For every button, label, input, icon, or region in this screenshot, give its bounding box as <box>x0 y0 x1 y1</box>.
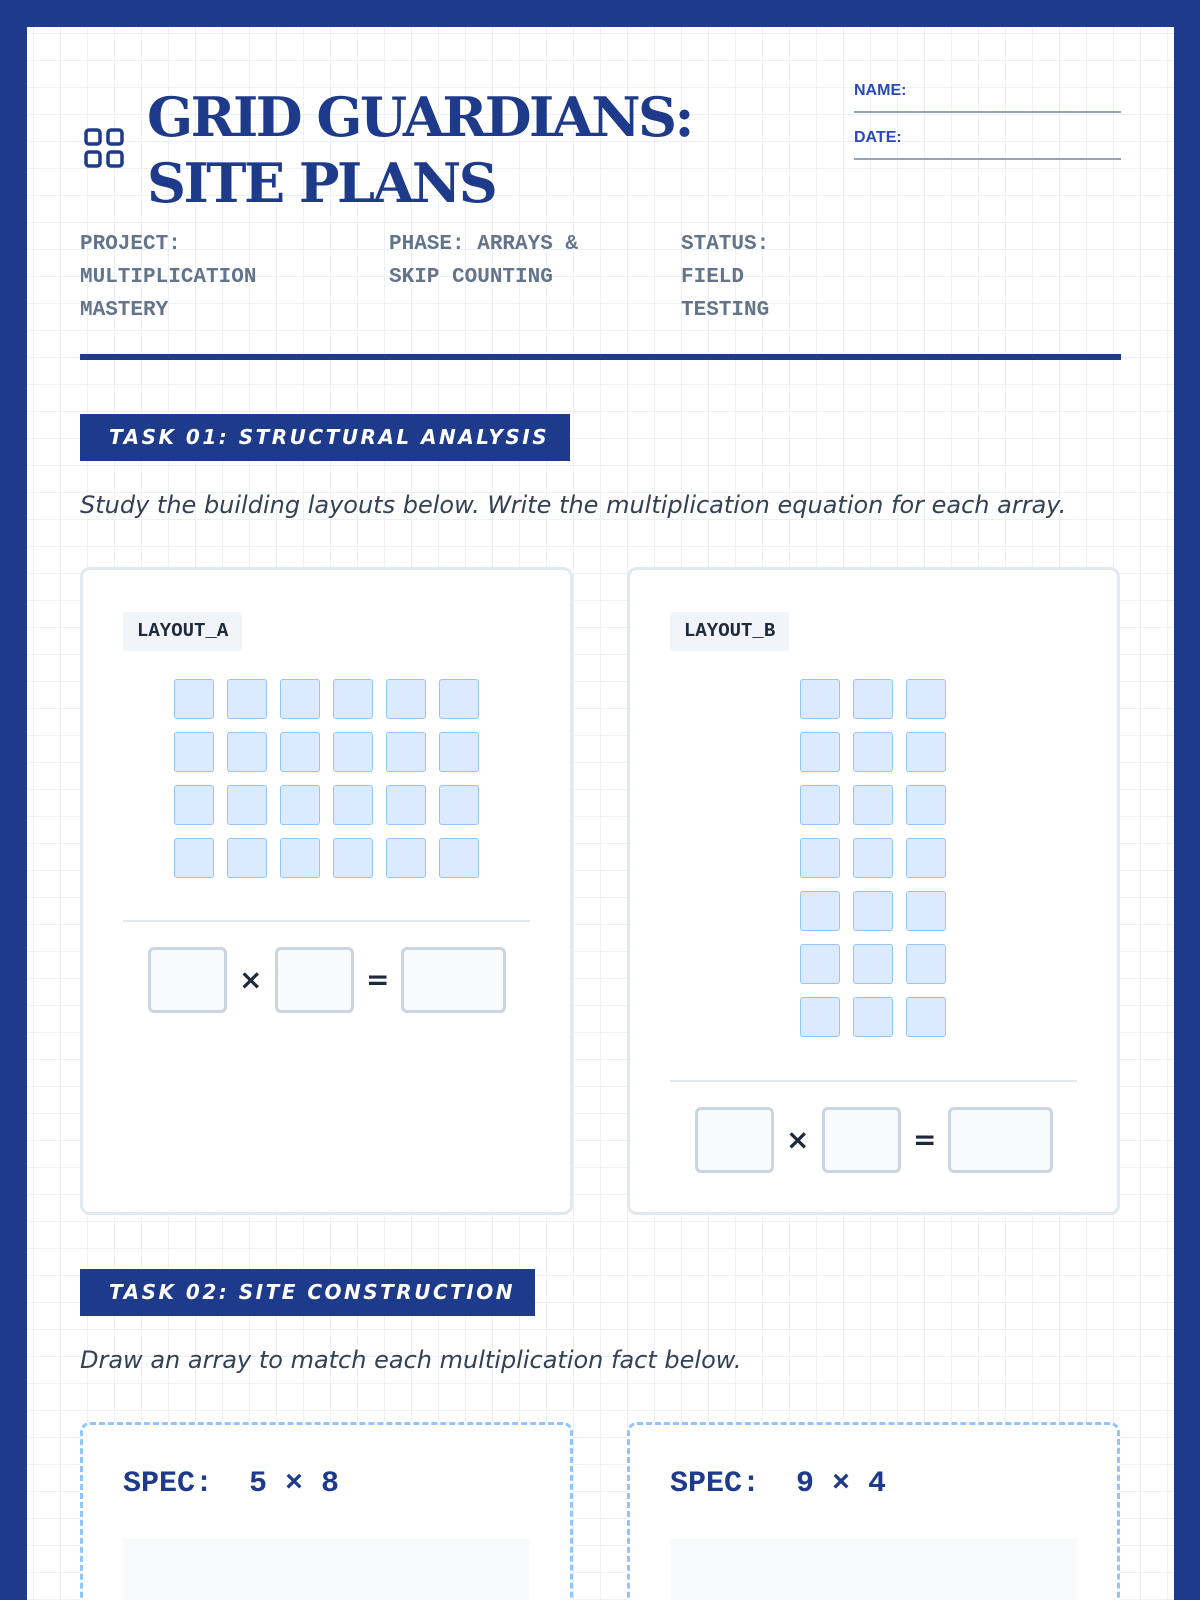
array-cell <box>800 944 840 984</box>
array-cell <box>906 944 946 984</box>
task-02-header: TASK 02: SITE CONSTRUCTION <box>80 1269 535 1316</box>
layout-a-array <box>174 679 479 878</box>
layout-a-label: LAYOUT_A <box>123 612 242 651</box>
grid-icon <box>84 128 124 168</box>
array-cell <box>227 838 267 878</box>
date-label: DATE: <box>854 129 902 146</box>
array-cell <box>906 679 946 719</box>
layout-a-card <box>80 567 573 1215</box>
array-cell <box>386 838 426 878</box>
array-cell <box>386 732 426 772</box>
array-cell <box>906 785 946 825</box>
array-cell <box>800 732 840 772</box>
card-divider <box>670 1080 1077 1082</box>
array-cell <box>800 785 840 825</box>
array-cell <box>906 838 946 878</box>
phase-meta: PHASE: ARRAYS & SKIP COUNTING <box>389 233 579 289</box>
spec-card-2 <box>627 1422 1120 1600</box>
array-cell <box>227 732 267 772</box>
layout-a-product-input[interactable] <box>401 947 506 1013</box>
layout-b-product-input[interactable] <box>948 1107 1053 1173</box>
times-symbol: × <box>786 1123 810 1156</box>
array-cell <box>853 785 893 825</box>
spec-1-drawing-area[interactable] <box>123 1539 530 1600</box>
array-cell <box>439 732 479 772</box>
array-cell <box>280 785 320 825</box>
layout-b-factor-1-input[interactable] <box>695 1107 774 1173</box>
array-cell <box>174 785 214 825</box>
array-cell <box>333 785 373 825</box>
array-cell <box>439 785 479 825</box>
layout-b-array <box>800 679 946 1037</box>
times-symbol: × <box>239 963 263 996</box>
array-cell <box>853 997 893 1037</box>
page-title: GRID GUARDIANS: SITE PLANS <box>147 85 692 215</box>
layout-b-label: LAYOUT_B <box>670 612 789 651</box>
array-cell <box>386 785 426 825</box>
array-cell <box>333 732 373 772</box>
array-cell <box>800 838 840 878</box>
task-01-instruction: Study the building layouts below. Write the multiplication equation for each array. <box>80 491 1067 519</box>
array-cell <box>800 679 840 719</box>
array-cell <box>853 732 893 772</box>
name-label: NAME: <box>854 82 907 99</box>
array-cell <box>280 732 320 772</box>
array-cell <box>174 838 214 878</box>
layout-b-factor-2-input[interactable] <box>822 1107 901 1173</box>
equals-symbol: = <box>366 963 390 996</box>
header-divider <box>80 354 1121 360</box>
array-cell <box>853 891 893 931</box>
array-cell <box>853 838 893 878</box>
array-cell <box>227 679 267 719</box>
status-meta: STATUS: FIELD TESTING <box>681 233 770 322</box>
layout-b-card <box>627 567 1120 1215</box>
array-cell <box>853 944 893 984</box>
array-cell <box>800 997 840 1037</box>
name-field[interactable] <box>854 111 1121 113</box>
array-cell <box>333 838 373 878</box>
layout-a-factor-2-input[interactable] <box>275 947 354 1013</box>
array-cell <box>906 732 946 772</box>
array-cell <box>853 679 893 719</box>
array-cell <box>333 679 373 719</box>
task-02-instruction: Draw an array to match each multiplication fact below. <box>80 1346 742 1374</box>
date-field[interactable] <box>854 158 1121 160</box>
array-cell <box>174 679 214 719</box>
array-cell <box>906 891 946 931</box>
array-cell <box>439 838 479 878</box>
spec-2-label: SPEC: 9 × 4 <box>670 1467 887 1501</box>
array-cell <box>386 679 426 719</box>
project-meta: PROJECT: MULTIPLICATION MASTERY <box>80 233 257 322</box>
array-cell <box>174 732 214 772</box>
array-cell <box>439 679 479 719</box>
spec-2-drawing-area[interactable] <box>670 1539 1077 1600</box>
spec-1-label: SPEC: 5 × 8 <box>123 1467 340 1501</box>
array-cell <box>280 838 320 878</box>
array-cell <box>227 785 267 825</box>
array-cell <box>280 679 320 719</box>
equals-symbol: = <box>913 1123 937 1156</box>
task-01-header: TASK 01: STRUCTURAL ANALYSIS <box>80 414 570 461</box>
layout-a-factor-1-input[interactable] <box>148 947 227 1013</box>
spec-card-1 <box>80 1422 573 1600</box>
array-cell <box>800 891 840 931</box>
card-divider <box>123 920 530 922</box>
array-cell <box>906 997 946 1037</box>
